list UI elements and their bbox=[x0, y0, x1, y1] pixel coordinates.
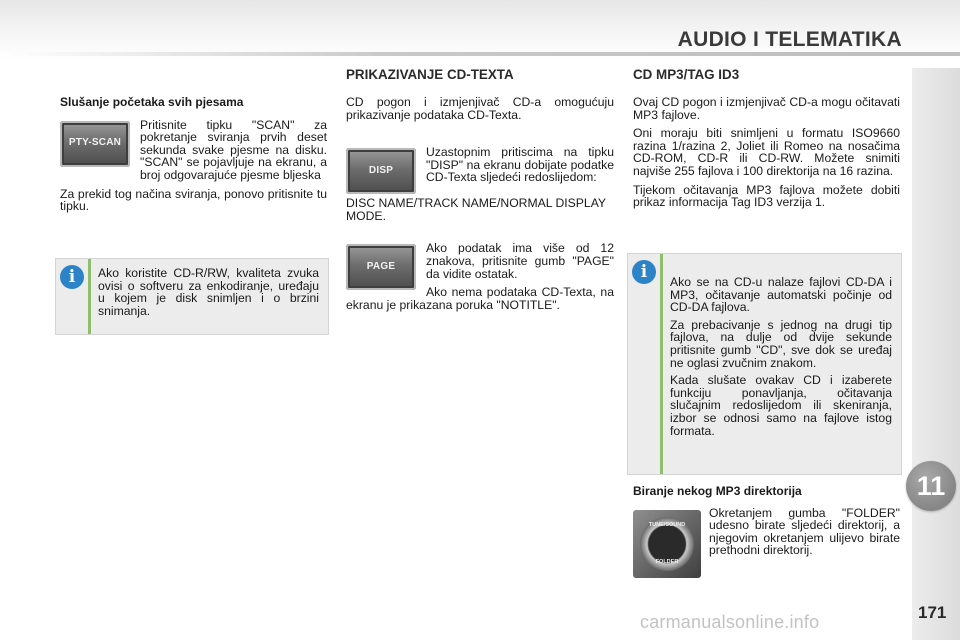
cd-text-intro: CD pogon i izmjenjivač CD-a omogućuju prikazivanje podataka CD-Texta. bbox=[346, 95, 614, 122]
page-key-label: PAGE bbox=[366, 261, 396, 273]
knob-label-bottom: FOLDER bbox=[655, 559, 679, 565]
disp-paragraph: Uzastopnim pritiscima na tipku "DISP" na ekranu dobijate podatke CD-Texta sljedeći redoslijedom: bbox=[426, 145, 614, 185]
disp-key-label: DISP bbox=[368, 164, 394, 176]
subheading-scan: Slušanje početaka svih pjesama bbox=[60, 95, 244, 109]
pty-scan-key-image bbox=[60, 121, 130, 167]
mp3-paragraph-1: Ovaj CD pogon i izmjenjivač CD-a mogu očitavati MP3 fajlove. bbox=[633, 95, 900, 122]
info-accent-bar bbox=[88, 259, 91, 334]
subheading-folder: Biranje nekog MP3 direktorija bbox=[633, 484, 802, 498]
page-title: AUDIO I TELEMATIKA bbox=[677, 28, 902, 51]
watermark: carmanualsonline.info bbox=[640, 612, 820, 632]
info-cdrw-text: Ako koristite CD-R/RW, kvaliteta zvuka ovisi o softveru za enkodiranje, uređaju u kojem je disk snimljen i o brzini snimanja. bbox=[98, 266, 319, 318]
pty-scan-key-label: PTY-SCAN bbox=[68, 137, 122, 149]
header-divider bbox=[0, 52, 960, 56]
info-mp3-p2: Za prebacivanje s jednog na drugi tip fajlova, na dulje od dvije sekunde pritisnite gumb "CD", sve dok se uređaj ne oglasi zvučnim znakom. bbox=[670, 317, 892, 370]
mp3-paragraph-2: Oni moraju biti snimljeni u formatu ISO9660 razina 1/razina 2, Joliet ili Romeo na nosačima CD-ROM, CD-R ili CD-RW. Možete snimiti najviše 255 fajlova i 100 direktorija na 16 razina. bbox=[633, 126, 900, 178]
info-icon: i bbox=[60, 265, 84, 289]
info-box-mp3 bbox=[627, 253, 902, 475]
side-tab-strip bbox=[912, 68, 960, 640]
scan-stop-paragraph: Za prekid tog načina sviranja, ponovo pritisnite tu tipku. bbox=[60, 186, 327, 214]
column-mp3-folder bbox=[633, 485, 900, 580]
scan-paragraph: Pritisnite tipku "SCAN" za pokretanje sviranja prvih deset sekunda svake pjesme na disku. "SCAN" se pojavljuje na ekranu, a broj odgovarajuće pjesme bljeska bbox=[140, 117, 327, 182]
page-key-image bbox=[346, 244, 416, 290]
folder-paragraph: Okretanjem gumba "FOLDER" udesno birate sljedeći direktorij, a njegovim okretanjem ulijevo birate prethodni direktorij. bbox=[709, 505, 900, 558]
display-modes: DISC NAME/TRACK NAME/NORMAL DISPLAY MODE. bbox=[346, 196, 606, 223]
page-number: 171 bbox=[918, 603, 947, 622]
column-scan bbox=[60, 96, 327, 219]
section-title-mp3: CD MP3/TAG ID3 bbox=[633, 67, 740, 82]
notitle-paragraph: Ako nema podataka CD-Texta, na ekranu je prikazana poruka "NOTITLE". bbox=[346, 285, 614, 312]
info-mp3-p1: Ako se na CD-u nalaze fajlovi CD-DA i MP3, očitavanje automatski počinje od CD-DA fajlova. bbox=[670, 275, 892, 315]
chapter-badge: 11 bbox=[906, 461, 956, 511]
column-mp3 bbox=[633, 96, 900, 215]
info-accent-bar bbox=[660, 254, 663, 474]
disp-key-image bbox=[346, 148, 416, 194]
info-box-cdrw bbox=[55, 258, 329, 335]
column-cd-text bbox=[346, 96, 614, 317]
section-title-cd-text: PRIKAZIVANJE CD-TEXTA bbox=[346, 67, 514, 82]
tune-sound-knob-image bbox=[633, 510, 701, 578]
info-icon: i bbox=[632, 260, 656, 284]
mp3-paragraph-3: Tijekom očitavanja MP3 fajlova možete dobiti prikaz informacija Tag ID3 verzija 1. bbox=[633, 182, 900, 210]
knob-label-top: TUNE/SOUND bbox=[648, 521, 686, 528]
page-paragraph: Ako podatak ima više od 12 znakova, pritisnite gumb "PAGE" da vidite ostatak. bbox=[426, 241, 614, 281]
info-mp3-p3: Kada slušate ovakav CD i izaberete funkciju ponavljanja, očitavanja slučajnim redoslijedom ili skeniranja, izbor se odnosi samo na fajlove istog formata. bbox=[670, 373, 892, 438]
